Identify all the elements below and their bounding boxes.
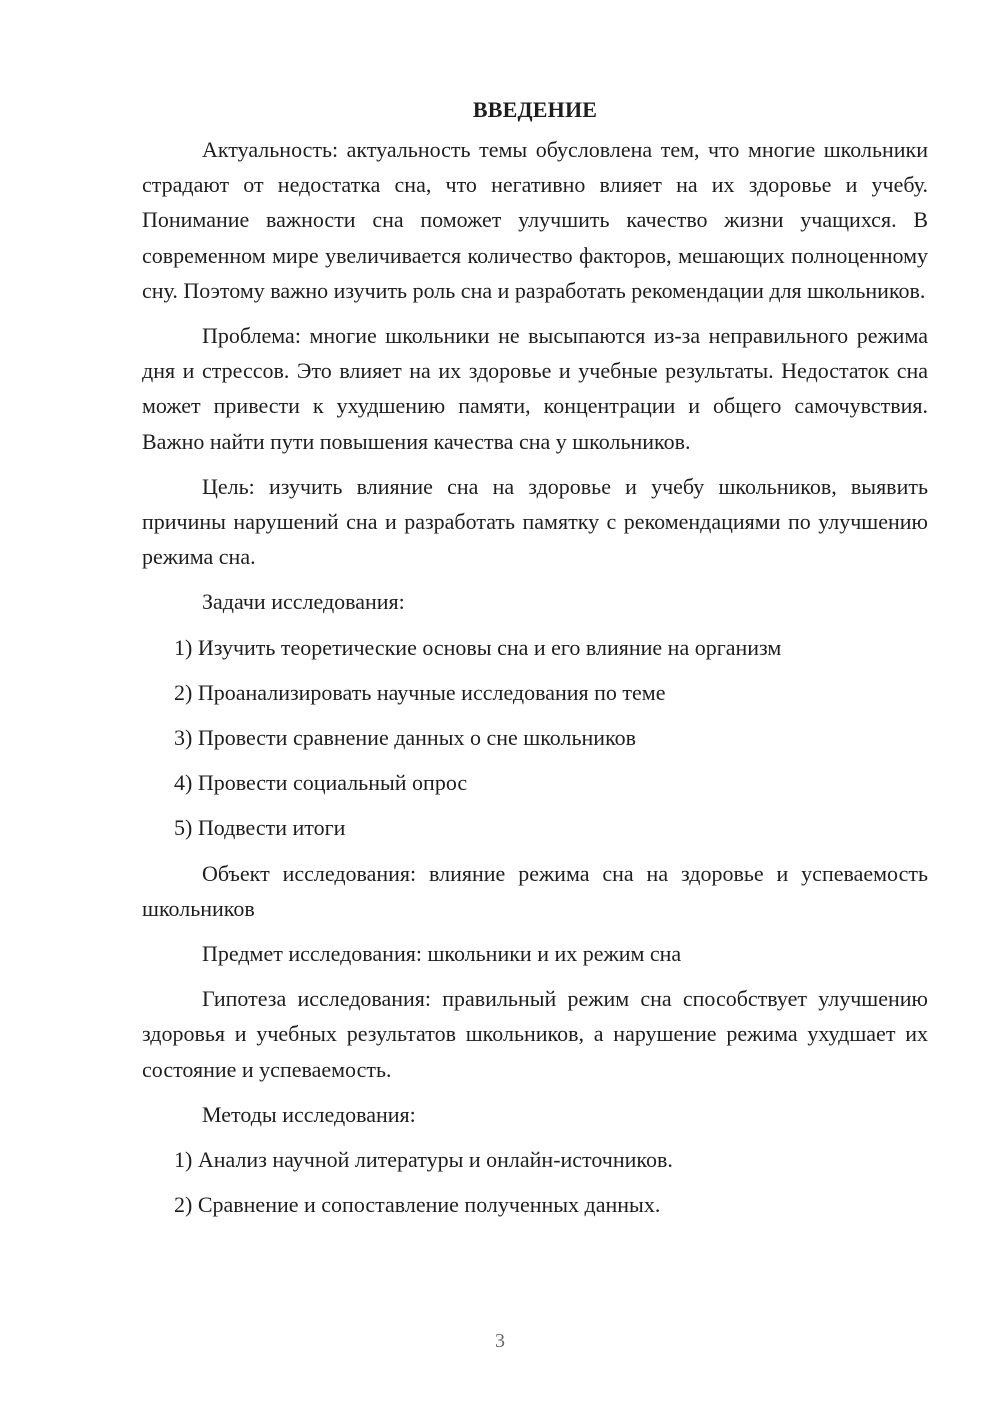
problem-paragraph: Проблема: многие школьники не высыпаются из-за неправильного режима дня и стрессов. Это влияет на их здоровье и учебные результаты. Недостаток сна может привести к ухудшению памяти, концентрации и общего самочувствия. Важно найти пути повышения качества сна у школьников.: [142, 323, 928, 454]
relevance-paragraph: Актуальность: актуальность темы обусловлена тем, что многие школьники страдают от недостатка сна, что негативно влияет на их здоровье и учебу. Понимание важности сна поможет улучшить качество жизни учащихся. В современном мире увеличивается количество факторов, мешающих полноценному сну. Поэтому важно изучить роль сна и разработать рекомендации для школьников.: [142, 137, 928, 303]
tasks-heading: Задачи исследования:: [202, 589, 405, 615]
page-number: 3: [495, 1330, 505, 1352]
goal-paragraph: Цель: изучить влияние сна на здоровье и учебу школьников, выявить причины нарушений сна и разработать памятку с рекомендациями по улучшению режима сна.: [142, 473, 928, 570]
method-item-2: 2) Сравнение и сопоставление полученных данных.: [174, 1192, 661, 1218]
subject-paragraph: Предмет исследования: школьники и их режим сна: [202, 941, 682, 967]
document-page: [142, 92, 928, 1232]
tasks-list: [142, 630, 928, 846]
object-paragraph: Объект исследования: влияние режима сна на здоровье и успеваемость школьников: [142, 860, 928, 921]
task-item-3: 3) Провести сравнение данных о сне школьников: [174, 725, 637, 751]
task-item-1: 1) Изучить теоретические основы сна и его влияние на организм: [174, 634, 782, 660]
task-item-2: 2) Проанализировать научные исследования по теме: [174, 679, 666, 705]
methods-list: [142, 1142, 928, 1222]
hypothesis-paragraph: Гипотеза исследования: правильный режим сна способствует улучшению здоровья и учебных результатов школьников, а нарушение режима ухудшает их состояние и успеваемость.: [142, 986, 928, 1082]
task-item-4: 4) Провести социальный опрос: [174, 770, 468, 796]
method-item-1: 1) Анализ научной литературы и онлайн-источников.: [174, 1147, 673, 1173]
task-item-5: 5) Подвести итоги: [174, 815, 346, 841]
section-title: ВВЕДЕНИЕ: [472, 97, 598, 122]
methods-heading: Методы исследования:: [202, 1101, 416, 1127]
